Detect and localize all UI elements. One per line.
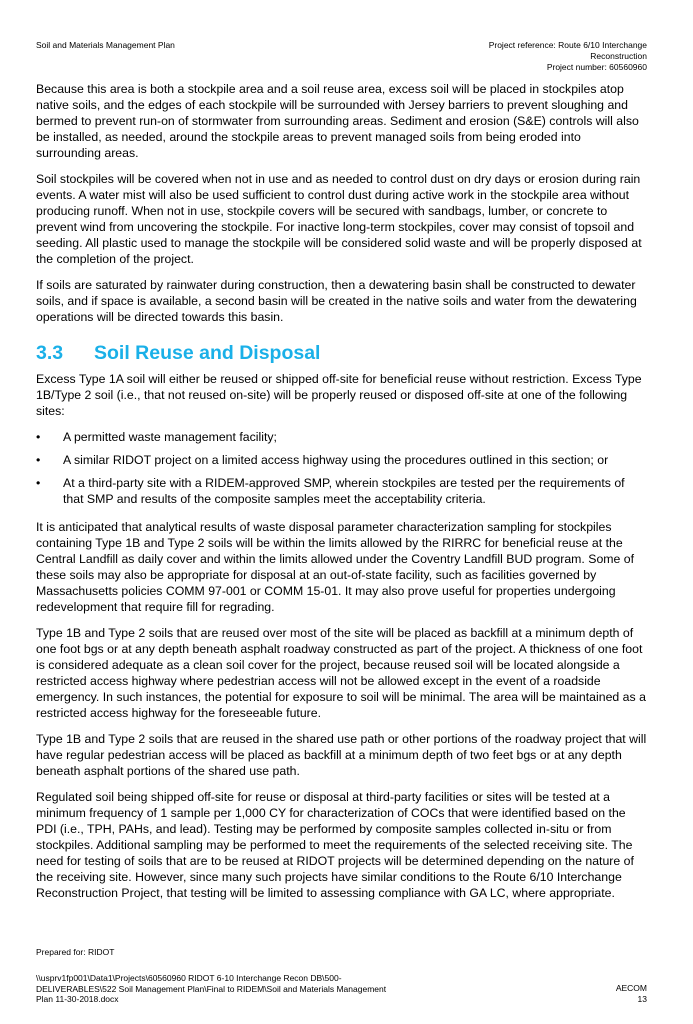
header-document-title: Soil and Materials Management Plan [36,40,175,50]
header-reference-line: Project reference: Route 6/10 Interchange [488,40,647,50]
footer-path-line: Plan 11-30-2018.docx [36,994,119,1004]
list-item-text: At a third-party site with a RIDEM-approved SMP, wherein stockpiles are tested per the requirements of that SMP and results of the composite samples meet the acceptability criteria. [63,476,625,506]
footer-file-path [36,973,476,1005]
footer-prepared-for: Prepared for: RIDOT [36,947,115,957]
paragraph: Regulated soil being shipped off-site for reuse or disposal at third-party facilities or sites will be tested at a minimum frequency of 1 sample per 1,000 CY for characterization of COCs that were identified based on the PDI (i.e., TPH, PAHs, and lead). Testing may be performed by composite samples collected in-situ or from stockpiles. Additional sampling may be performed to meet the requirements of the selected receiving site. The need for testing of soils that are to be reused at RIDOT projects will be determined depending on the nature of the receiving site. However, since many such projects have similar conditions to the Route 6/10 Interchange Reconstruction Project, that testing will be limited to assessing compliance with GA LC, where appropriate. [36,790,634,900]
list-item-text: A permitted waste management facility; [63,430,277,444]
paragraph: Soil stockpiles will be covered when not in use and as needed to control dust on dry days or erosion during rain events. A water mist will also be used sufficient to control dust during active work in the stockpile area without producing runoff. When not in use, stockpile covers will be secured with sandbags, lumber, or concrete to prevent wind from uncovering the stockpile. For inactive long-term stockpiles, cover may consist of topsoil and seeding. All plastic used to manage the stockpile will be considered solid waste and will be properly disposed at the completion of the project. [36,172,642,266]
header-reference-line: Reconstruction [590,51,647,61]
section-title: Soil Reuse and Disposal [94,342,321,364]
section-heading [36,341,648,365]
footer-company [616,983,647,1004]
list-item [36,452,648,468]
section-number: 3.3 [36,342,64,364]
header-project-reference [489,40,647,73]
bullet-icon: • [36,430,41,444]
footer-path-line: DELIVERABLES\522 Soil Management Plan\Final to RIDEM\Soil and Materials Management [36,983,387,994]
paragraph: It is anticipated that analytical results of waste disposal parameter characterization sampling for stockpiles containing Type 1B and Type 2 soils will be within the limits allowed by the RIRRC for beneficial reuse at the Central Landfill as daily cover and within the limits allowed under the Coventry Landfill BUD program. Some of these soils may also be appropriate for disposal at an out-of-state facility, such as facilities governed by Massachusetts policies COMM 97-001 or COMM 15-01. It may also prove useful for properties undergoing redevelopment that require fill for regrading. [36,520,635,614]
paragraph: Because this area is both a stockpile area and a soil reuse area, excess soil will be placed in stockpiles atop native soils, and the edges of each stockpile will be surrounded with Jersey barriers to prevent sloughing and bermed to prevent run-on of stormwater from surrounding areas. Sediment and erosion (S&E) controls will also be installed, as needed, around the stockpile areas to prevent managed soils from being eroded into surrounding areas. [36,82,639,160]
list-item-text: A similar RIDOT project on a limited access highway using the procedures outlined in this section; or [63,453,609,467]
bullet-icon: • [36,476,41,490]
page-number: 13 [637,993,647,1004]
paragraph: Type 1B and Type 2 soils that are reused over most of the site will be placed as backfill at a minimum depth of one foot bgs or at any depth beneath asphalt roadway constructed as part of the project. A thickness of one foot is considered adequate as a clean soil cover for the project, because reused soil will be located alongside a restricted access highway where pedestrian access will not be allowed except in the event of a roadside emergency. In such instances, the potential for exposure to soil will be minimal. The area will be maintained as a restricted access highway for the foreseeable future. [36,626,646,720]
company-name: AECOM [615,983,647,993]
header-project-number: Project number: 60560960 [546,62,647,72]
list-item [36,429,648,445]
section-intro: Excess Type 1A soil will either be reused or shipped off-site for beneficial reuse without restriction. Excess Type 1B/Type 2 soil (i.e., that not reused on-site) will be properly reused or disposed off-site at one of the following sites: [36,372,642,418]
paragraph: Type 1B and Type 2 soils that are reused in the shared use path or other portions of the roadway project that will have regular pedestrian access will be placed as backfill at a minimum depth of two feet bgs or at any depth beneath asphalt portions of the shared use path. [36,732,647,778]
paragraph: If soils are saturated by rainwater during construction, then a dewatering basin shall be constructed to dewater soils, and if space is available, a second basin will be created in the native soils and water from the dewatering operations will be directed towards this basin. [36,278,637,324]
document-body [36,81,648,911]
footer-path-line: \\usprv1fp001\Data1\Projects\60560960 RIDOT 6-10 Interchange Recon DB\500- [36,973,342,983]
bullet-icon: • [36,453,41,467]
site-options-list [36,429,648,507]
list-item [36,475,648,507]
